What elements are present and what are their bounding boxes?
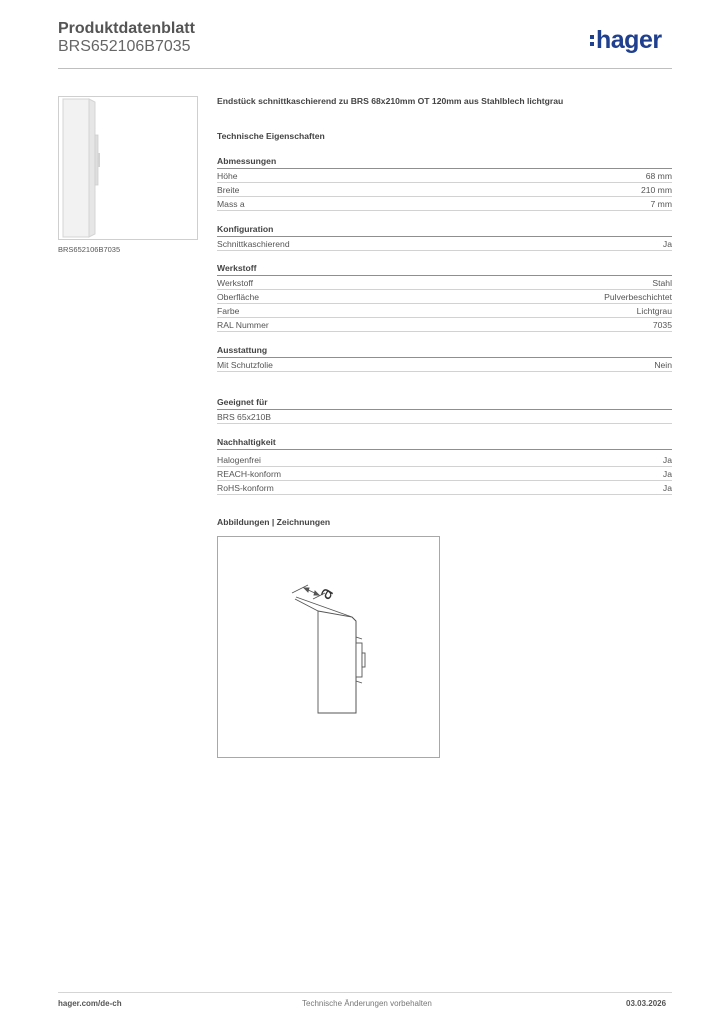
logo-text: hager [596,26,662,54]
row-label: REACH-konform [217,469,281,479]
product-thumbnail [58,96,198,240]
table-row [217,358,672,372]
row-value: Lichtgrau [636,306,672,316]
row-label: Oberfläche [217,292,260,302]
logo-dots-icon [590,35,594,46]
section-divider [217,449,672,450]
row-label: Schnittkaschierend [217,239,290,249]
row-label: Höhe [217,171,238,181]
row-label: Farbe [217,306,240,316]
footer-date: 03.03.2026 [626,999,667,1008]
row-value: Ja [662,239,672,249]
section-title-abbildungen: Abbildungen | Zeichnungen [217,517,331,527]
tech-heading: Technische Eigenschaften [217,131,325,141]
row-value: Pulverbeschichtet [604,292,672,302]
row-value: 7035 [652,320,672,330]
section-title-nachhaltigkeit: Nachhaltigkeit [217,437,276,447]
header-divider [58,68,672,69]
table-row [217,276,672,290]
row-value: Nein [654,360,672,370]
row-label: RAL Nummer [217,320,269,330]
table-row [217,467,672,481]
section-title-konfiguration: Konfiguration [217,224,274,234]
product-description: Endstück schnittkaschierend zu BRS 68x210mm OT 120mm aus Stahlblech lichtgrau [217,96,564,106]
row-label: Breite [217,185,240,195]
table-row [217,481,672,495]
row-label: Werkstoff [217,278,253,288]
row-value: Ja [662,455,672,465]
row-label: Mit Schutzfolie [217,360,273,370]
row-label: Halogenfrei [217,455,261,465]
row-label: RoHS-konform [217,483,274,493]
section-title-werkstoff: Werkstoff [217,263,257,273]
row-value: Stahl [652,278,672,288]
table-row [217,183,672,197]
table-row [217,290,672,304]
row-value: Ja [662,469,672,479]
end-piece-drawing [218,537,439,757]
table-row [217,318,672,332]
section-title-abmessungen: Abmessungen [217,156,277,166]
section-title-geeignet-fuer: Geeignet für [217,397,268,407]
table-row [217,169,672,183]
row-label: BRS 65x210B [217,412,271,422]
technical-drawing [217,536,440,758]
footer-notice: Technische Änderungen vorbehalten [302,999,432,1008]
document-title: Produktdatenblatt [58,20,195,37]
section-title-ausstattung: Ausstattung [217,345,268,355]
table-row [217,304,672,318]
row-value: 68 mm [645,171,672,181]
row-value: Ja [662,483,672,493]
product-code: BRS652106B7035 [58,38,191,55]
table-row [217,453,672,467]
table-row [217,197,672,211]
dimension-label-a: a [314,583,339,604]
row-label: Mass a [217,199,245,209]
footer-divider [58,992,672,993]
product-thumbnail-image [59,97,197,239]
row-value: 210 mm [640,185,672,195]
thumbnail-caption: BRS652106B7035 [58,245,121,254]
table-row [217,237,672,251]
row-value: 7 mm [650,199,672,209]
hager-logo[interactable] [590,26,662,55]
footer-website-link[interactable]: hager.com/de-ch [58,999,122,1008]
table-row [217,410,672,424]
